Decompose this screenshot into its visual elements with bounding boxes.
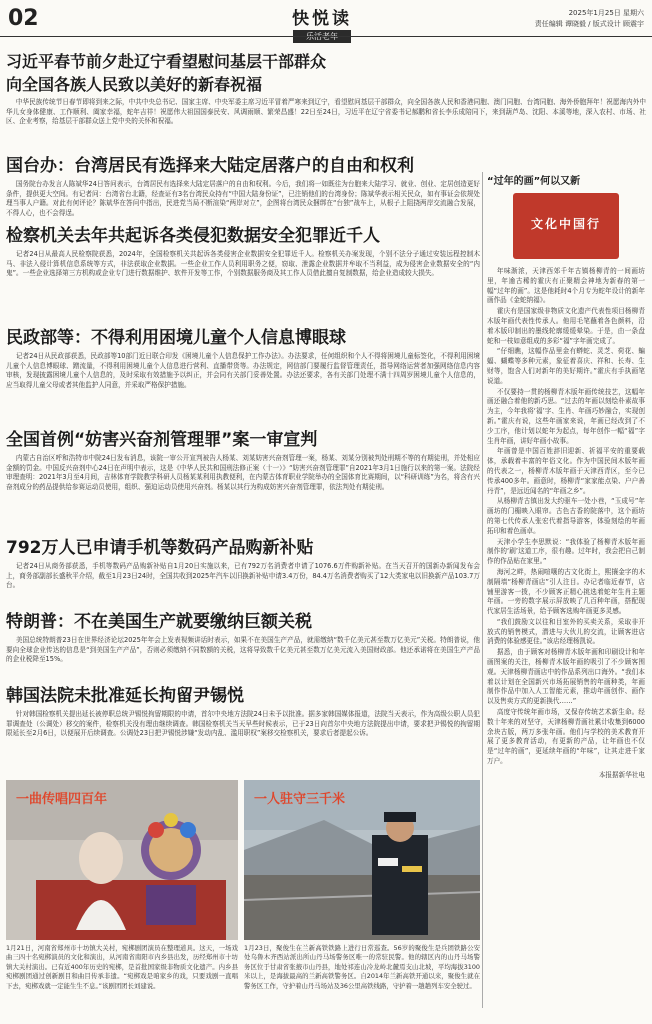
article-tariff — [6, 606, 480, 665]
article-body: 针对韩国检察机关提出延长被停职总统尹锡悦拘留期限的申请，首尔中央地方法院24日未予以批准。据多家韩国媒体报道，法院当天表示，作为高级公职人员犯罪调查处（公调处）移交的案件，检察机关没有理由继续调查。韩国检察机关当天早些时候表示，已于23日向首尔中央地方法院提出申请，要求把尹锡悦的拘留期限延长至2月6日，以便展开后续调查。公调处23日把尹锡悦涉嫌“发动内乱、滥用职权”案移交检察机关，要求后者提起公诉。 — [6, 710, 480, 738]
article-title: 792万人已申请手机等数码产品购新补贴 — [6, 538, 314, 558]
banner-text: 文化中国行 — [530, 217, 601, 231]
header-rule — [0, 36, 652, 37]
section-masthead — [278, 4, 366, 43]
article-lead — [6, 52, 646, 127]
sidebar-paragraph: 不仅要持一贯的杨柳青木版年画传统技艺，这幅年画还融合着他的新巧思。“过去的年画以刻绘朴素故事为主，今年我将‘福’字、生肖、年画巧妙融合，实现创新。”霍庆有说，这些年画家来说，年画已经改到了不少工序，他计划以蛇年为起点，每年创作一幅“福”字生肖年画，讲好年画小故事。 — [487, 387, 645, 445]
article-title: 检察机关去年共起诉各类侵犯数据安全犯罪近千人 — [6, 226, 380, 246]
article-title: 国台办：台湾居民有选择来大陆定居落户的自由和权利 — [6, 156, 414, 176]
culture-banner — [513, 193, 619, 259]
article-korea — [6, 680, 480, 739]
dateline — [535, 8, 644, 30]
sidebar-paragraph: 年画曾是中国百姓辞旧迎新、祈福平安的重要载体，承载着丰富的年俗文化。作为中国民间木版年画的代表之一，杨柳青木版年画于天津西青区，至今已传承400多年。画意时，杨柳青“家家能点染、户户善丹青”，是远近闻名的“年画之乡”。 — [487, 447, 645, 495]
article-children — [6, 322, 480, 390]
photo-caption: 1月23日，聚俊生在兰新高铁铁路上进行日常巡查。56岁的聚俊生是兵团铁路公安处乌鲁木齐西站派出所山丹马场警务区唯一的常驻民警。他的辖区内的山丹马场警务区位于甘肃省张掖市山丹县，地处祁连山冷龙岭北麓焉支山北坡，平均海拔3100米以上，是海拔最高的兰新高铁警务区。自2014年兰新高铁开通以来，聚俊生就在警务区工作，守护着山丹马场站及36公里高铁线路，守护着一趟趟列车安全驶过。 — [244, 944, 480, 990]
sidebar-title: “过年的画”何以又新 — [487, 176, 581, 187]
article-data-security — [6, 220, 480, 279]
photo-label: 一人驻守三千米 — [254, 792, 346, 807]
sidebar-paragraph: 据悉，由于顾客对杨柳青木版年画和印刷设计和年画图案的关注，杨柳青木版年画的吸引了不少顾客围观。天津杨柳青画店中的作品系列出口海外。“我们本着以计划在全国新兴市场拓展销售的年画种类，年画制作作品中加入人工智能元素，推动年画创作、画作以及售卖方式的更新换代……” — [487, 648, 645, 706]
editors-credit: 责任编辑 谭晓毅 / 版式设计 顾震宇 — [534, 20, 644, 28]
issue-date: 2025年1月25日 星期六 — [568, 9, 644, 17]
article-taiwan — [6, 150, 480, 218]
sidebar-paragraph: 天津小学生李思默说：“我体验了杨柳青木版年画制作的‘刷’这道工序，很有趣。过年时，我会把自己制作的作品贴在家里。” — [487, 537, 645, 566]
photo-police — [244, 780, 480, 940]
sidebar-feature — [487, 172, 645, 779]
article-body: 国务院台办发言人陈斌华24日答问表示，台湾居民有选择来大陆定居落户的自由和权利。今后，我们将一如既往为台胞来大陆学习、就业、创业、定居创造更好条件，提供更大空间。有记者问：台湾省台北籍，经查证有3名台湾民众持有“中国大陆身份证”，已注销他们的台湾身份；陈斌华表示相关民众，如有事证会依规处理当事人户籍。对此有何评论？陈斌华在答问中指出，民进党当局不断渲染“两岸对立”，企图将台湾民众捆绑在“台独”战车上，从根子上阻挠两岸交流融合发展，不得人心，也不会得逞。 — [6, 180, 480, 217]
article-subsidy — [6, 532, 480, 591]
section-title: 快悦读 — [292, 9, 352, 29]
sidebar-paragraph: 从杨柳青古镇出发大约驱车一处小巷，“玉成号”年画坊的门楣映入眼帘。古色古香的院落中，这个画坊的第七代传承人张宏代着指导游客，体验刻绘的年画拓印和着色画卓。 — [487, 497, 645, 535]
sidebar-paragraph: 霍庆有是国家级非物质文化遗产代表性项目杨柳青木版年画代表性传承人。他用毛笔蘸着各色颜料，沿着木版印制出的墨线轮廓缓缓晕染。于是，由一条盘蛇和一枝如意组成的多彩“福”字年画完成了。 — [487, 307, 645, 345]
article-title: 习近平春节前夕赴辽宁看望慰问基层干部群众 — [6, 52, 327, 71]
article-body: 记者24日从最高人民检察院获悉，2024年，全国检察机关共起诉各类侵害企业数据安全犯罪近千人。检察机关办案发现，个别不法分子通过安装远程控制木马、非法入侵计算机信息系统等方式，非法获取企业数据。一些企业工作人员利用职务之便，窃取、泄露企业数据并牟取不当利益，成为侵害企业数据安全的“内鬼”。一些企业选择第三方机构或企业专门进行数据维护、软件开发等工作，个别数据服务商及其工作人员借此擅自复制数据，给企业造成较大损失。 — [6, 250, 480, 278]
article-doping — [6, 424, 480, 492]
article-title: 民政部等：不得利用困境儿童个人信息博眼球 — [6, 328, 346, 348]
photo-caption: 1月21日，河南省郑州市十坊镇大关村，宛梆剧团演员在整理道具。这天，一场戏曲三四十名宛梆演员的文化和演出，从河南省南阳市内乡县出发，历经郑州市十坊镇大关村演出。已有近400年历史的宛梆，是首批国家级非物质文化遗产。内乡县宛梆剧团通过创新剧目和曲目传承非遗。“宛梆戏是咱家乡的戏，只要戏剧一直唱下去，宛梆戏就一定能生生不息。”该剧团团长刘建说。 — [6, 944, 238, 990]
article-title: 全国首例“妨害兴奋剂管理罪”案一审宣判 — [6, 430, 318, 450]
article-title: 韩国法院未批准延长拘留尹锡悦 — [6, 686, 244, 706]
sidebar-paragraph: 年味渐浓，天津西郊千年古镇杨柳青的一间画坊里，年逾古稀的霍庆有正聚精会神地为新春的第一幅“过年的画”。这是他耗时4个月专为蛇年设计的新年画作品《金蛇纳福》。 — [487, 267, 645, 305]
column-divider — [482, 172, 483, 1008]
sidebar-paragraph: “我们鼓励文以往和目室外的买卖关系，采取非开放式的销售模式，潜进与大伙儿的交流，让顾客进店消费的体验感更佳。”该店经理杨凯说。 — [487, 617, 645, 646]
article-body: 记者24日从商务部获悉，手机等数码产品购新补贴自1月20日实施以来，已有792万名消费者申请了1076.6万件购新补贴。在当天召开的国新办新闻发布会上，商务部副部长盛秋平介绍，截至1月23日24时，全国共收到2025年汽车以旧换新补贴申请3.4万份，84.4万名消费者购买了12大类家电以旧换新产品103.7万台。 — [6, 562, 480, 590]
photo-label: 一曲传唱四百年 — [16, 792, 108, 807]
article-title: 向全国各族人民致以美好的新春祝福 — [6, 75, 263, 94]
sidebar-paragraph: 高度守传统年画市场，又保存传统艺术新生命。经数十年来的对坚守，天津杨柳青画社累计收集到6000余块古版，两万多张年画。他们与学校的美术教育开展了更多教育活动，有更新的产品，让年画也不仅是“过年的画”，更延续年画的“年味”，让其走进千家万户。 — [487, 708, 645, 766]
sidebar-paragraph: “仔细瞧，这幅作品里金有蟒蛇、灵芝、荷花、蝙蝠、蝴蝶等多种元素，象征着喜庆、祥和、长寿、生财等，饱含人们对新年的美好期许。”霍庆有手执画笔说道。 — [487, 347, 645, 385]
page-number: 02 — [8, 6, 39, 31]
article-body: 中华民族传统节日春节即将到来之际，中共中央总书记、国家主席、中央军委主席习近平冒着严寒来到辽宁，看望慰问基层干部群众，向全国各族人民和香港同胞、澳门同胞、台湾同胞、海外侨胞拜年！祝愿海内外中华儿女身体健康、工作顺利、阖家幸福，蛇年吉祥！祝愿伟大祖国国泰民安、风调雨顺、繁荣昌盛！22日至24日，习近平在辽宁省委书记郝鹏和省长李乐成陪同下，来到葫芦岛、沈阳、本溪等地，深入农村、市场、社区、企业考察，给基层干部群众送上党中央的关怀和祝福。 — [6, 98, 646, 126]
article-body: 内蒙古自治区呼和浩特市中院24日发布消息，该院一审公开宣判被告人杨某、刘某妨害兴奋剂管理一案，杨某、刘某分别被判处刑期不等的有期徒刑，并处相应金额的罚金。中国反兴奋剂中心24日在声明中表示，这是《中华人民共和国刑法修正案（十一）》“妨害兴奋剂管理罪”自2021年3月1日施行以来的第一案。法院经审理查明：2021年3月至4月间，吉林体育学院教学科研人员杨某某利用执教便利，在内蒙古体育职业学院举办的全国体育比赛期间，以“科研训练”为名，将含有兴奋剂成分的药品提供给参赛运动员使用，组织、强迫运动员使用兴奋剂。杨某以其行为构成妨害兴奋剂管理罪，依法判处有期徒刑。 — [6, 454, 480, 491]
article-body: 美国总统特朗普23日在世界经济论坛2025年年会上发表视频讲话时表示，如果不在美国生产产品，就需缴纳“数千亿美元甚至数万亿美元”关税。特朗普说，他要向全球企业传达的信息是“到美国生产产品”，否则必须缴纳不同数额的关税，这将导致数千亿美元甚至数万亿美元流入美国财政部。他还承诺将在美国生产产品的企业税降至15%。 — [6, 636, 480, 664]
sidebar-paragraph: 海河之畔，热闹喧嚷的古文化街上，熙攘金字的木制隔墙“杨柳青画店”引人注目。办记者临近春节，店铺里游客一拨，不少顾客正精心挑选着蛇年生肖主题年画。一旁的数字展示屏放映了几百种年画，搭配现代家居生活场景，给予顾客选购年画更多灵感。 — [487, 567, 645, 616]
article-title: 特朗普：不在美国生产就要缴纳巨额关税 — [6, 612, 312, 632]
article-body: 记者24日从民政部获悉，民政部等10部门近日联合印发《困境儿童个人信息保护工作办法》。办法要求，任何组织和个人不得将困境儿童标签化，不得利用困境儿童个人信息博眼球、蹭流量，不得利用困境儿童个人信息进行营利、直播带货等。办法规定，网信部门要履行监督管理责任，指导网络运营者加强网络信息内容审核，发现披露困境儿童个人信息的，及时采取有效措施予以纠正，并会同有关部门妥善处置。办法还要求，各有关部门处理不满十四周岁困境儿童个人信息的，应当取得儿童父母或者其他监护人同意，并采取严格保护措施。 — [6, 352, 480, 389]
sidebar-source: 本报据新华社电 — [598, 770, 645, 779]
photo-opera — [6, 780, 238, 940]
